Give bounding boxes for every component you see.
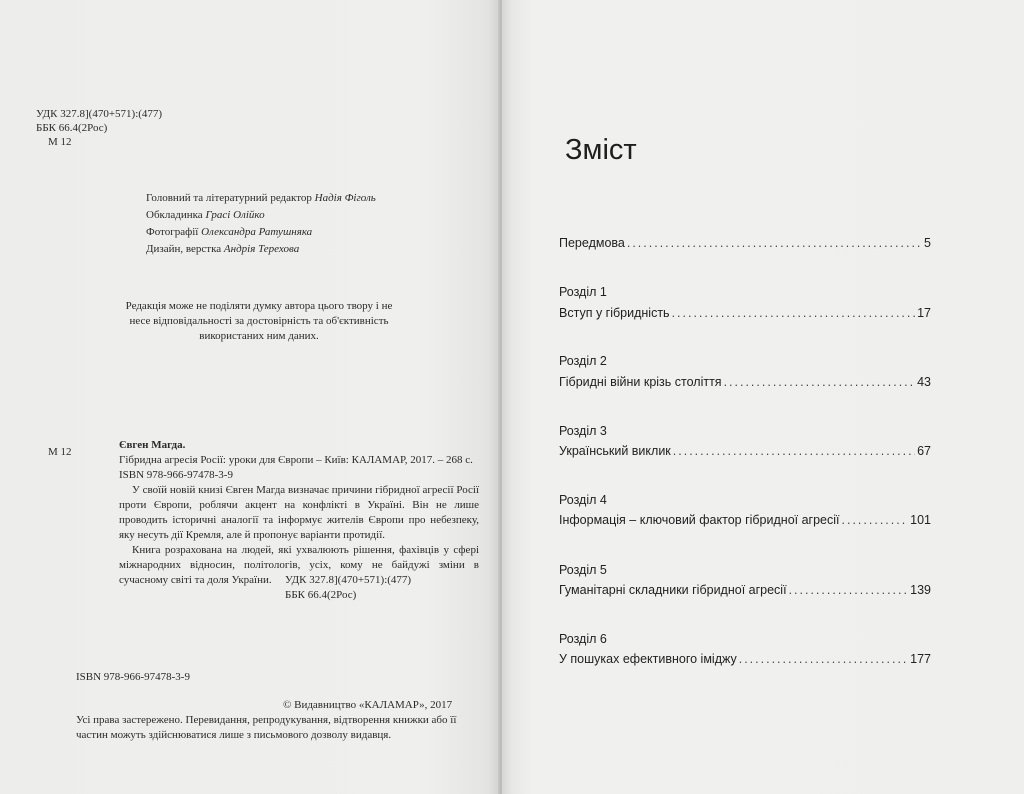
toc-page-number: 67 — [917, 444, 931, 458]
isbn: ISBN 978-966-97478-3-9 — [76, 671, 190, 683]
toc-page-number: 139 — [910, 583, 931, 597]
toc-section-label: Розділ 1 — [559, 285, 607, 299]
toc-leader — [724, 375, 916, 389]
credit-line: Головний та літературний редактор Надія Фіголь — [146, 192, 376, 204]
credit-line: Обкладинка Грасі Олійко — [146, 209, 265, 221]
classification-codes — [36, 107, 162, 149]
catalog-code: М 12 — [48, 446, 72, 458]
left-page — [0, 0, 502, 794]
editorial-notice: Редакція може не поділяти думку автора цього твору і не несе відповідальності за достовірність та об'єктивність використаних ним даних. — [125, 300, 393, 342]
toc-page-number: 17 — [917, 306, 931, 320]
toc-entry-title: Гібридні війни крізь століття — [559, 375, 722, 389]
credit-line: Дизайн, верстка Андрія Терехова — [146, 243, 300, 255]
entry-biblio: Гібридна агресія Росії: уроки для Європи – Київ: КАЛАМАР, 2017. – 268 с. — [119, 454, 473, 466]
toc-section-label: Розділ 4 — [559, 493, 607, 507]
author-mark: М 12 — [48, 136, 72, 148]
toc-section-label: Розділ 2 — [559, 354, 607, 368]
copyright: © Видавництво «КАЛАМАР», 2017 — [283, 699, 453, 711]
catalog-entry — [119, 438, 479, 588]
toc-title: Зміст — [565, 134, 637, 166]
toc-leader — [842, 513, 909, 527]
credits — [146, 190, 376, 258]
toc-section-label: Розділ 6 — [559, 632, 607, 646]
toc-entry-title: Інформація – ключовий фактор гібридної агресії — [559, 513, 840, 527]
entry-author: Євген Магда. — [119, 439, 186, 451]
toc-page-number: 43 — [917, 375, 931, 389]
toc-leader — [672, 306, 916, 320]
rights-notice: Усі права застережено. Перевидання, репродукування, відтворення книжки або її частин можуть здійснюватися лише з письмового дозволу видавця. — [76, 714, 457, 741]
udk-code: УДК 327.8](470+571):(477) — [36, 108, 163, 120]
toc-section-label: Розділ 3 — [559, 424, 607, 438]
toc-leader — [627, 236, 922, 250]
toc-section-label: Розділ 5 — [559, 563, 607, 577]
classification-codes-repeat — [285, 573, 411, 603]
toc-page-number: 5 — [924, 236, 931, 250]
toc-entry-title: Гуманітарні складники гібридної агресії — [559, 583, 787, 597]
toc-leader — [673, 444, 915, 458]
udk-code: УДК 327.8](470+571):(477) — [285, 574, 412, 586]
right-page — [502, 0, 1024, 794]
toc-leader — [739, 652, 908, 666]
entry-annotation: Книга розрахована на людей, які ухвалюють рішення, фахівців у сфері міжнародних відносин, політологів, усіх, кому не байдужі зміни в сучасному світі та доля України. — [119, 544, 479, 586]
toc-page-number: 177 — [910, 652, 931, 666]
bbk-code: ББК 66.4(2Рос) — [36, 122, 108, 134]
entry-isbn: ISBN 978-966-97478-3-9 — [119, 469, 233, 481]
toc-leader — [789, 583, 909, 597]
toc-entry-title: Вступ у гібридність — [559, 306, 670, 320]
entry-annotation: У своїй новій книзі Євген Магда визначає причини гібридної агресії Росії проти Європи, роблячи акцент на конфлікті в Україні. Він не лише проводить історичні аналогії та інформує жителів Європи про небезпеку, яку несуть дії Кремля, але й пропонує варіанти протидії. — [119, 484, 479, 541]
credit-line: Фотографії Олександра Ратушняка — [146, 226, 313, 238]
toc-entry-title: У пошуках ефективного іміджу — [559, 652, 737, 666]
toc-page-number: 101 — [910, 513, 931, 527]
toc-entry-title: Український виклик — [559, 444, 671, 458]
bbk-code: ББК 66.4(2Рос) — [285, 589, 357, 601]
toc-entry-title: Передмова — [559, 236, 625, 250]
